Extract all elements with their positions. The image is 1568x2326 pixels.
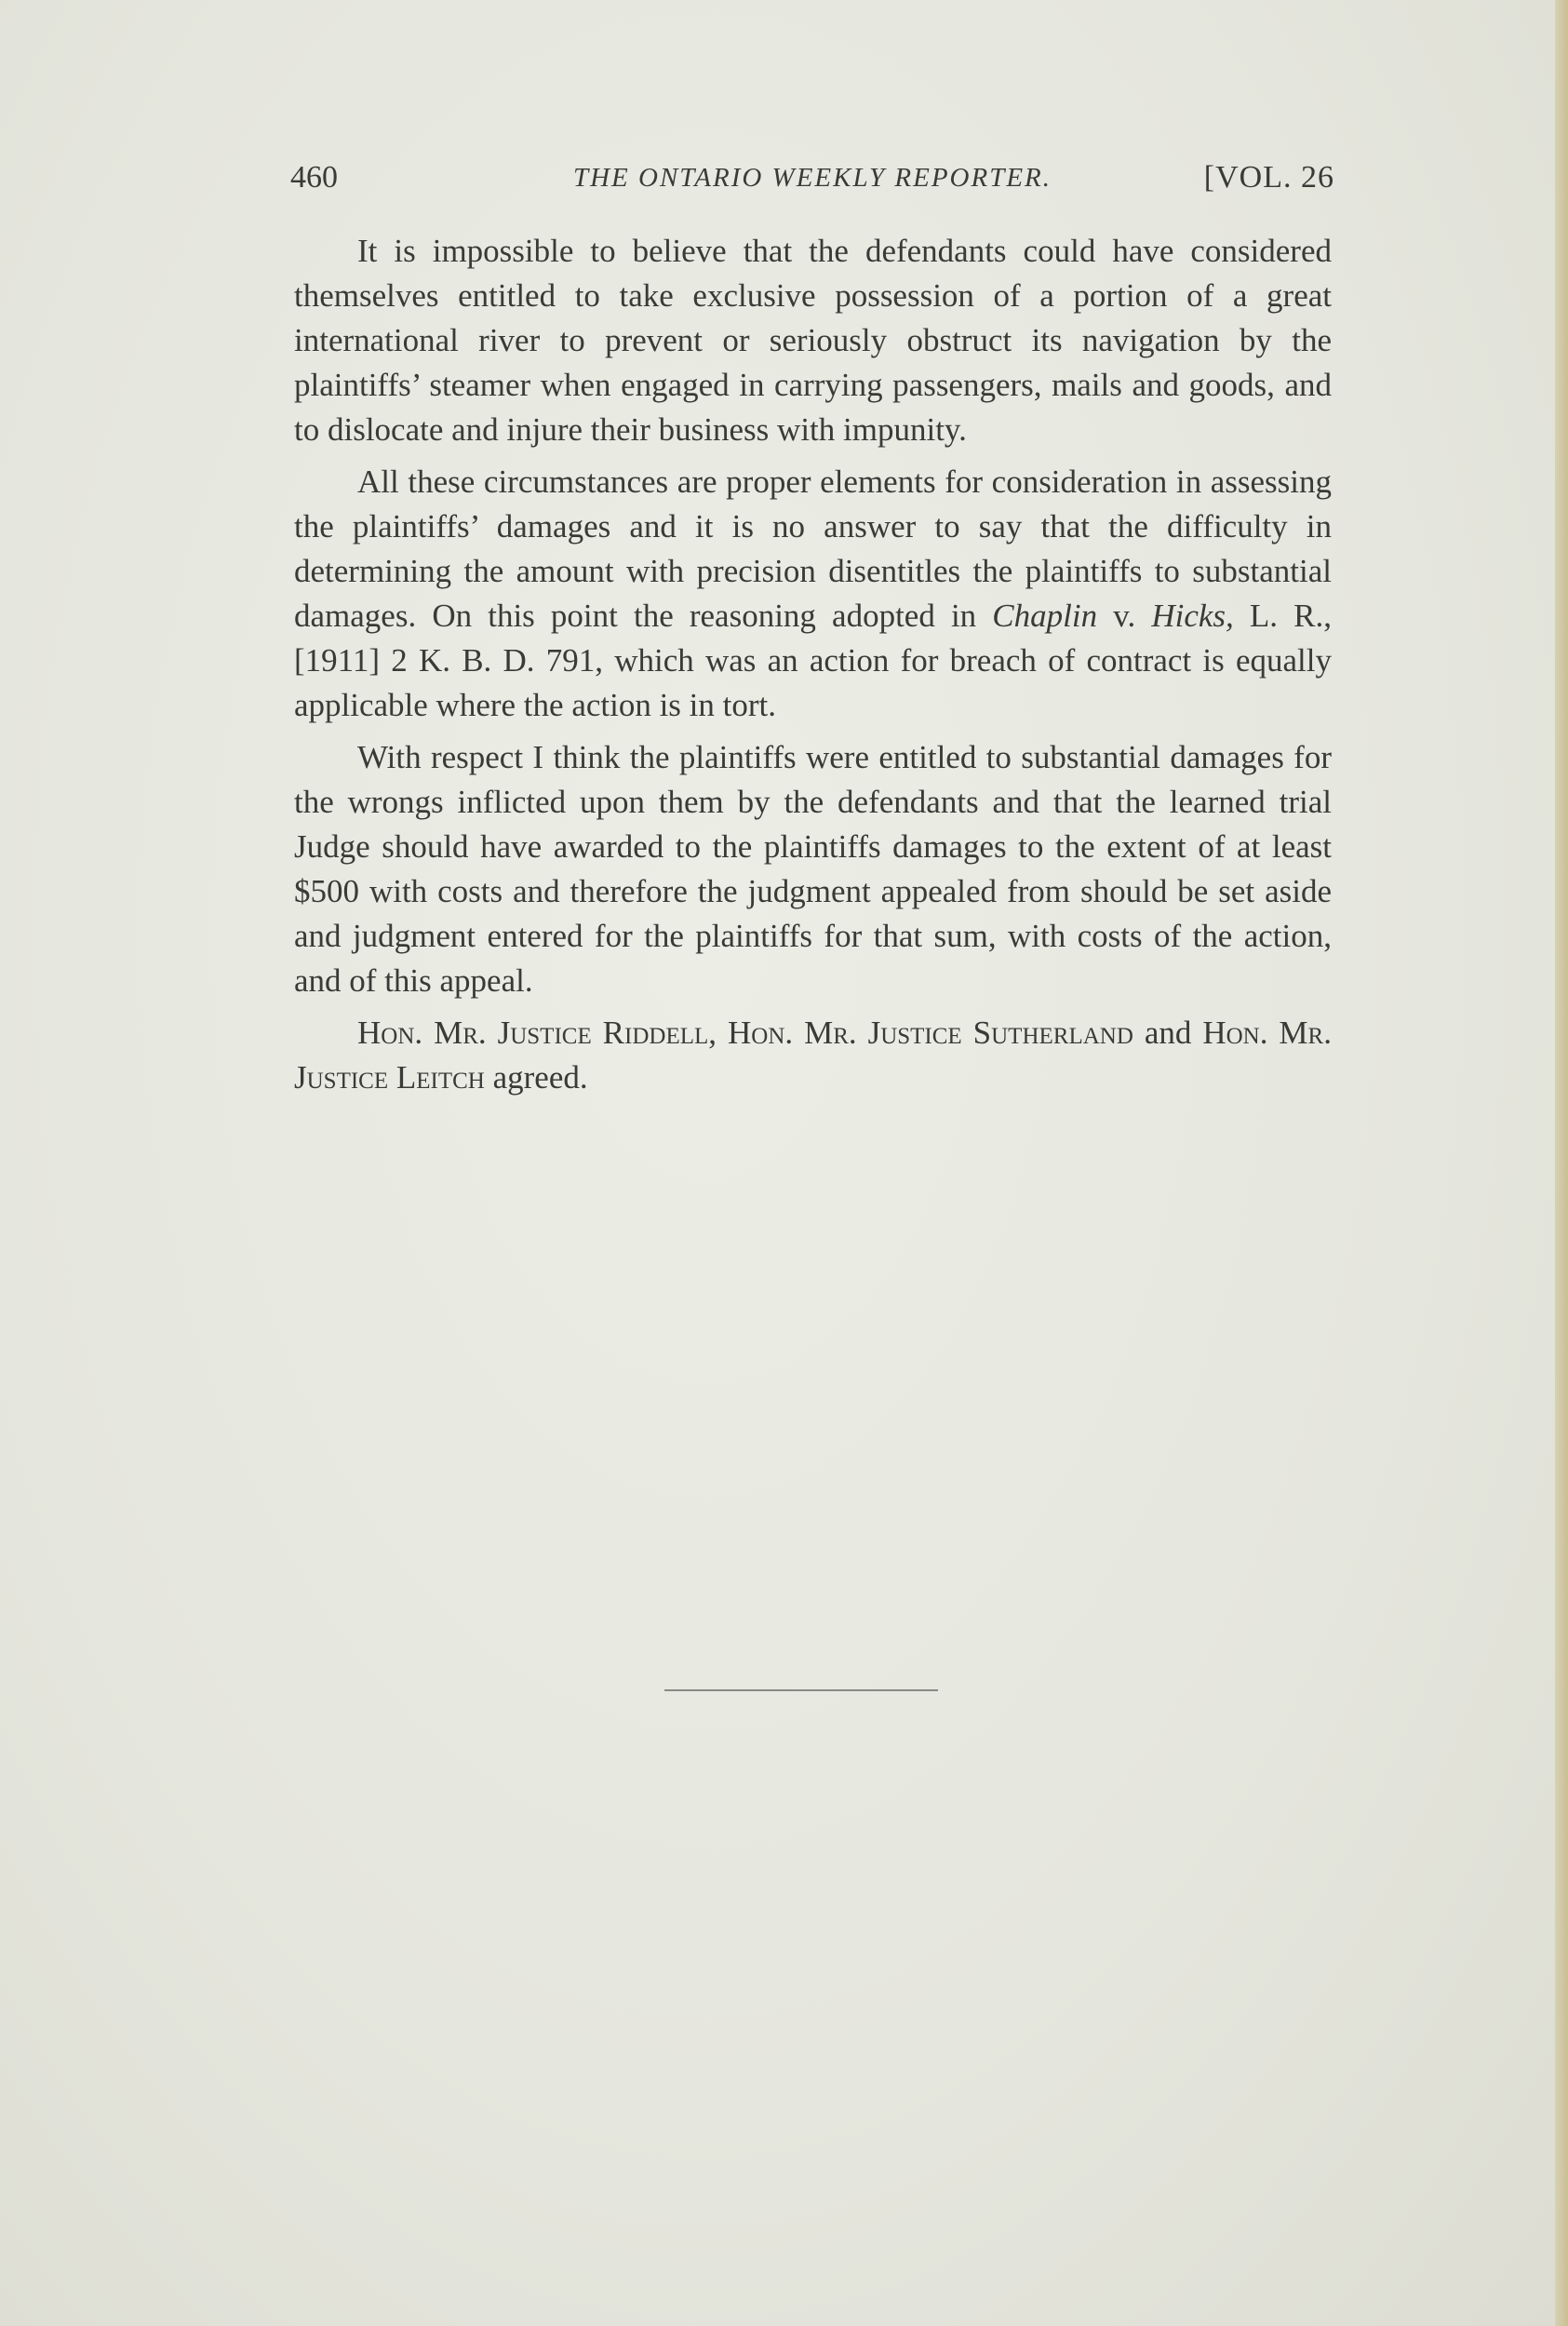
paragraph-text: All these circumstances are proper elements for consideration in assessing the plaintiffs’ damages and it is no answer to say that the difficulty in determining the amount with precision disentitles the plaintiffs to substantial damages. On this point the reasoning adopted in [294,464,1332,634]
judge-name: Hon. Mr. Justice Riddell, [357,1015,717,1051]
paragraph [294,460,1332,728]
case-name: Chaplin [992,598,1098,634]
concurrence-line [294,1011,1332,1100]
opinion-body [294,229,1332,1100]
judge-name: Hon. Mr. Justice Leitch [294,1015,1332,1096]
versus: v. [1097,598,1152,634]
judge-name: Hon. Mr. Justice Sutherland [727,1015,1133,1051]
conjunction: and [1132,1015,1203,1051]
paragraph: With respect I think the plaintiffs were entitled to substantial damages for the wrongs inflicted upon them by the defendants and that the learned trial Judge should have awarded to the plaintiffs damages to the extent of at least $500 with costs and therefore the judgment appealed from should be set aside and judgment entered for the plaintiffs for that sum, with costs of the action, and of this appeal. [294,739,1332,999]
end-rule [664,1689,938,1691]
case-name: Hicks, [1151,598,1234,634]
running-title: THE ONTARIO WEEKLY REPORTER. [572,163,1052,193]
page-number: 460 [290,160,338,195]
agreed-text: agreed. [484,1059,588,1096]
running-header [290,160,1334,207]
citation-text: L. R., [1911] 2 K. B. D. 791, which was an action for breach of contract is equally applicable where the action is in tort. [294,598,1332,723]
paragraph: It is impossible to believe that the defendants could have considered themselves entitled to take exclusive possession of a portion of a great international river to prevent or seriously obstruct its navigation by the plaintiffs’ steamer when engaged in carrying passengers, mails and goods, and to dislocate and injure their business with impunity. [294,233,1332,448]
page-edge [1555,0,1568,2326]
volume-label: [VOL. 26 [1203,160,1334,195]
